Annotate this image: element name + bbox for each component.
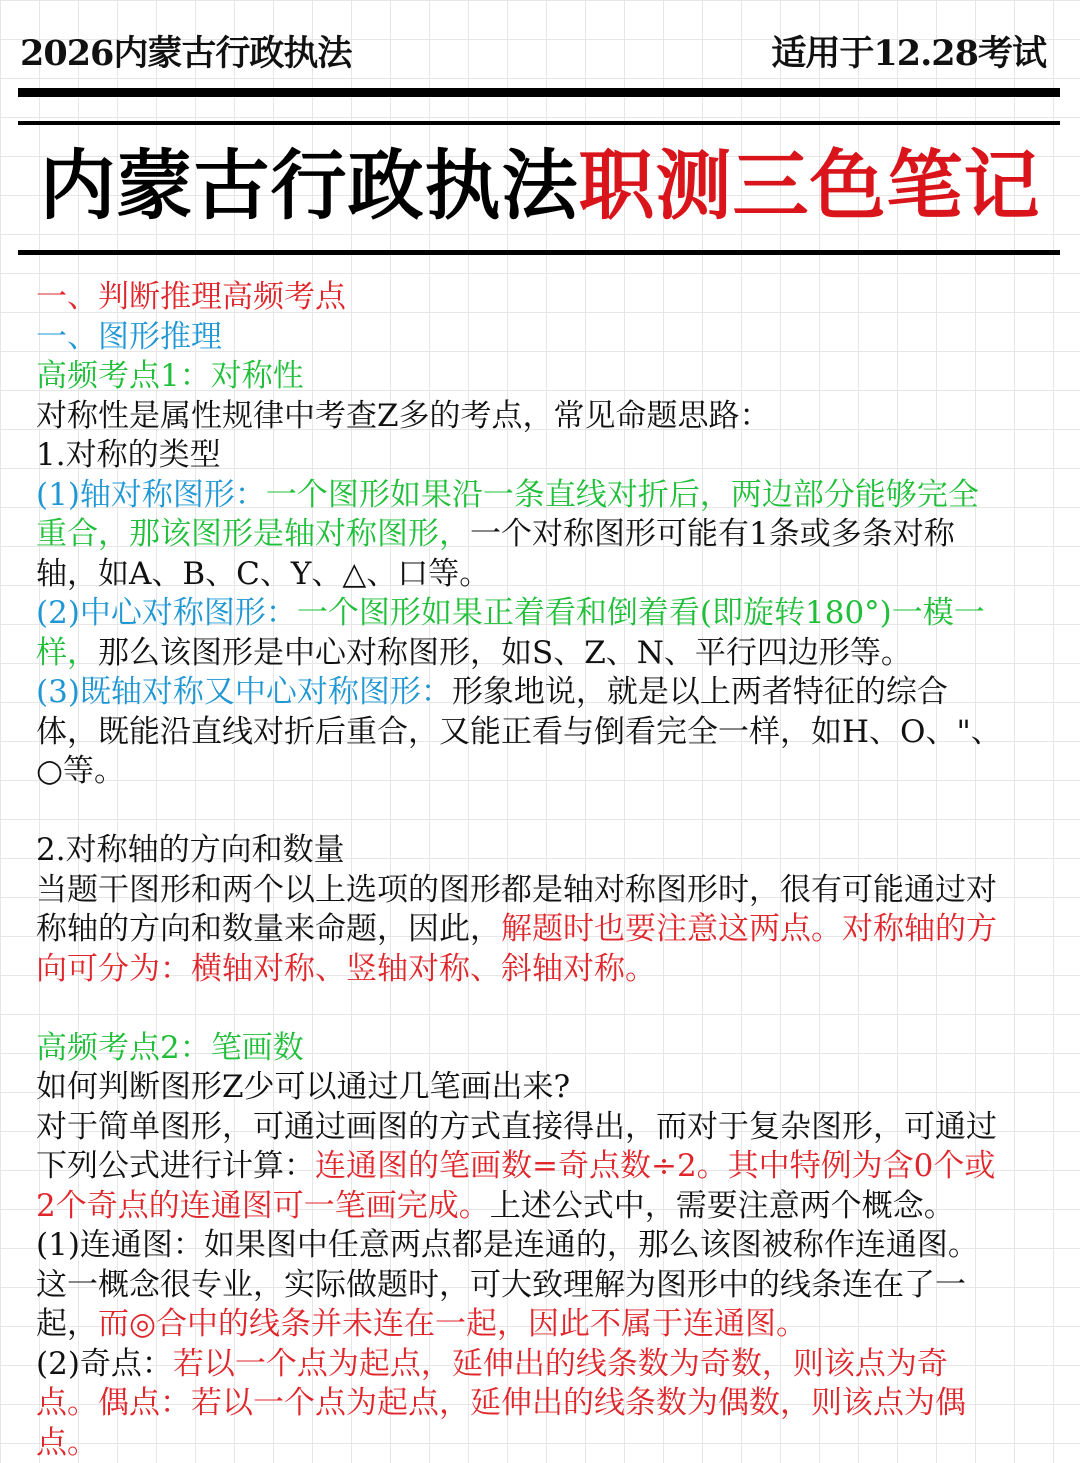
body-line	[36, 1384, 1060, 1424]
text-span: ○等。	[36, 753, 125, 789]
text-span: 而◎合中的线条并未连在一起，因此不属于连通图。	[98, 1306, 807, 1342]
text-span: 向可分为：横轴对称、竖轴对称、斜轴对称。	[36, 951, 656, 987]
text-span: 起，	[36, 1306, 98, 1342]
body-line	[36, 436, 1060, 476]
text-span: 点。	[36, 1425, 98, 1461]
section-heading	[36, 278, 1060, 318]
body-line	[36, 476, 1060, 516]
text-span: 一、判断推理高频考点	[36, 279, 346, 315]
body-line	[36, 1345, 1060, 1385]
body-line	[36, 910, 1060, 950]
title-divider	[18, 250, 1060, 255]
text-span: 一、图形推理	[36, 319, 222, 355]
text-span: 对称性是属性规律中考查Z多的考点，常见命题思路：	[36, 398, 771, 434]
body-line	[36, 713, 1060, 753]
text-span: 轴，如A、B、C、Y、△、口等。	[36, 556, 490, 592]
body-line	[36, 831, 1060, 871]
subsection-heading	[36, 318, 1060, 358]
body-line	[36, 397, 1060, 437]
body-line	[36, 752, 1060, 792]
text-span: 一个对称图形可能有1条或多条对称	[470, 516, 955, 552]
text-span: 一个图形如果沿一条直线对折后，两边部分能够完全	[266, 477, 979, 513]
text-span: 一个图形如果正着看和倒着看(即旋转180°)一模一	[297, 595, 985, 631]
page-title	[0, 138, 1080, 234]
body-line	[36, 1424, 1060, 1463]
body-line	[36, 1305, 1060, 1345]
text-span: 点。偶点：若以一个点为起点，延伸出的线条数为偶数，则该点为偶	[36, 1385, 966, 1421]
body-line	[36, 673, 1060, 713]
point-heading-2	[36, 1029, 1060, 1069]
notes-body	[36, 278, 1060, 1463]
header-left-text: 2026内蒙古行政执法	[20, 26, 351, 76]
body-line	[36, 515, 1060, 555]
text-span: 1.对称的类型	[36, 437, 221, 473]
blank	[36, 989, 1060, 1029]
page-title-black: 内蒙古行政执法	[40, 141, 579, 230]
text-span: 高频考点2：笔画数	[36, 1030, 304, 1066]
blank	[36, 792, 1060, 832]
text-span: 2个奇点的连通图可一笔画完成。	[36, 1188, 490, 1224]
text-span: (2)奇点：	[36, 1346, 173, 1382]
text-span: 下列公式进行计算：	[36, 1148, 315, 1184]
text-span: 如何判断图形Z少可以通过几笔画出来?	[36, 1069, 570, 1105]
body-line	[36, 1187, 1060, 1227]
header-divider-thin	[18, 121, 1060, 125]
text-span: 形象地说，就是以上两者特征的综合	[452, 674, 948, 710]
text-span: 2.对称轴的方向和数量	[36, 832, 345, 868]
body-line	[36, 634, 1060, 674]
text-span: 这一概念很专业，实际做题时，可大致理解为图形中的线条连在了一	[36, 1267, 966, 1303]
header-divider-thick	[18, 88, 1060, 97]
text-span: (3)既轴对称又中心对称图形：	[36, 674, 452, 710]
text-span: 体，既能沿直线对折后重合，又能正看与倒看完全一样，如H、O、"、	[36, 714, 1002, 750]
body-line	[36, 950, 1060, 990]
body-line	[36, 871, 1060, 911]
body-line	[36, 1108, 1060, 1148]
text-span: 高频考点1：对称性	[36, 358, 304, 394]
body-line	[36, 594, 1060, 634]
text-span: 重合，那该图形是轴对称图形，	[36, 516, 470, 552]
text-span: 当题干图形和两个以上选项的图形都是轴对称图形时，很有可能通过对	[36, 872, 997, 908]
text-span: 称轴的方向和数量来命题，因此，	[36, 911, 501, 947]
body-line	[36, 1068, 1060, 1108]
text-span: (2)中心对称图形：	[36, 595, 297, 631]
text-span: (1)连通图：如果图中任意两点都是连通的，那么该图被称作连通图。	[36, 1227, 979, 1263]
text-span: 若以一个点为起点，延伸出的线条数为奇数，则该点为奇	[173, 1346, 948, 1382]
header-bar	[20, 26, 1046, 76]
header-right-text: 适用于12.28考试	[771, 26, 1046, 76]
body-line	[36, 555, 1060, 595]
text-span: (1)轴对称图形：	[36, 477, 266, 513]
body-line	[36, 1226, 1060, 1266]
body-line	[36, 1266, 1060, 1306]
text-span: 那么该图形是中心对称图形，如S、Z、N、平行四边形等。	[98, 635, 912, 671]
text-span: 上述公式中，需要注意两个概念。	[490, 1188, 955, 1224]
text-span: 连通图的笔画数=奇点数÷2。其中特例为含0个或	[315, 1148, 995, 1184]
body-line	[36, 1147, 1060, 1187]
page-title-red: 职测三色笔记	[579, 141, 1041, 230]
text-span: 对于简单图形，可通过画图的方式直接得出，而对于复杂图形，可通过	[36, 1109, 997, 1145]
text-span: 样，	[36, 635, 98, 671]
text-span: 解题时也要注意这两点。对称轴的方	[501, 911, 997, 947]
point-heading-1	[36, 357, 1060, 397]
